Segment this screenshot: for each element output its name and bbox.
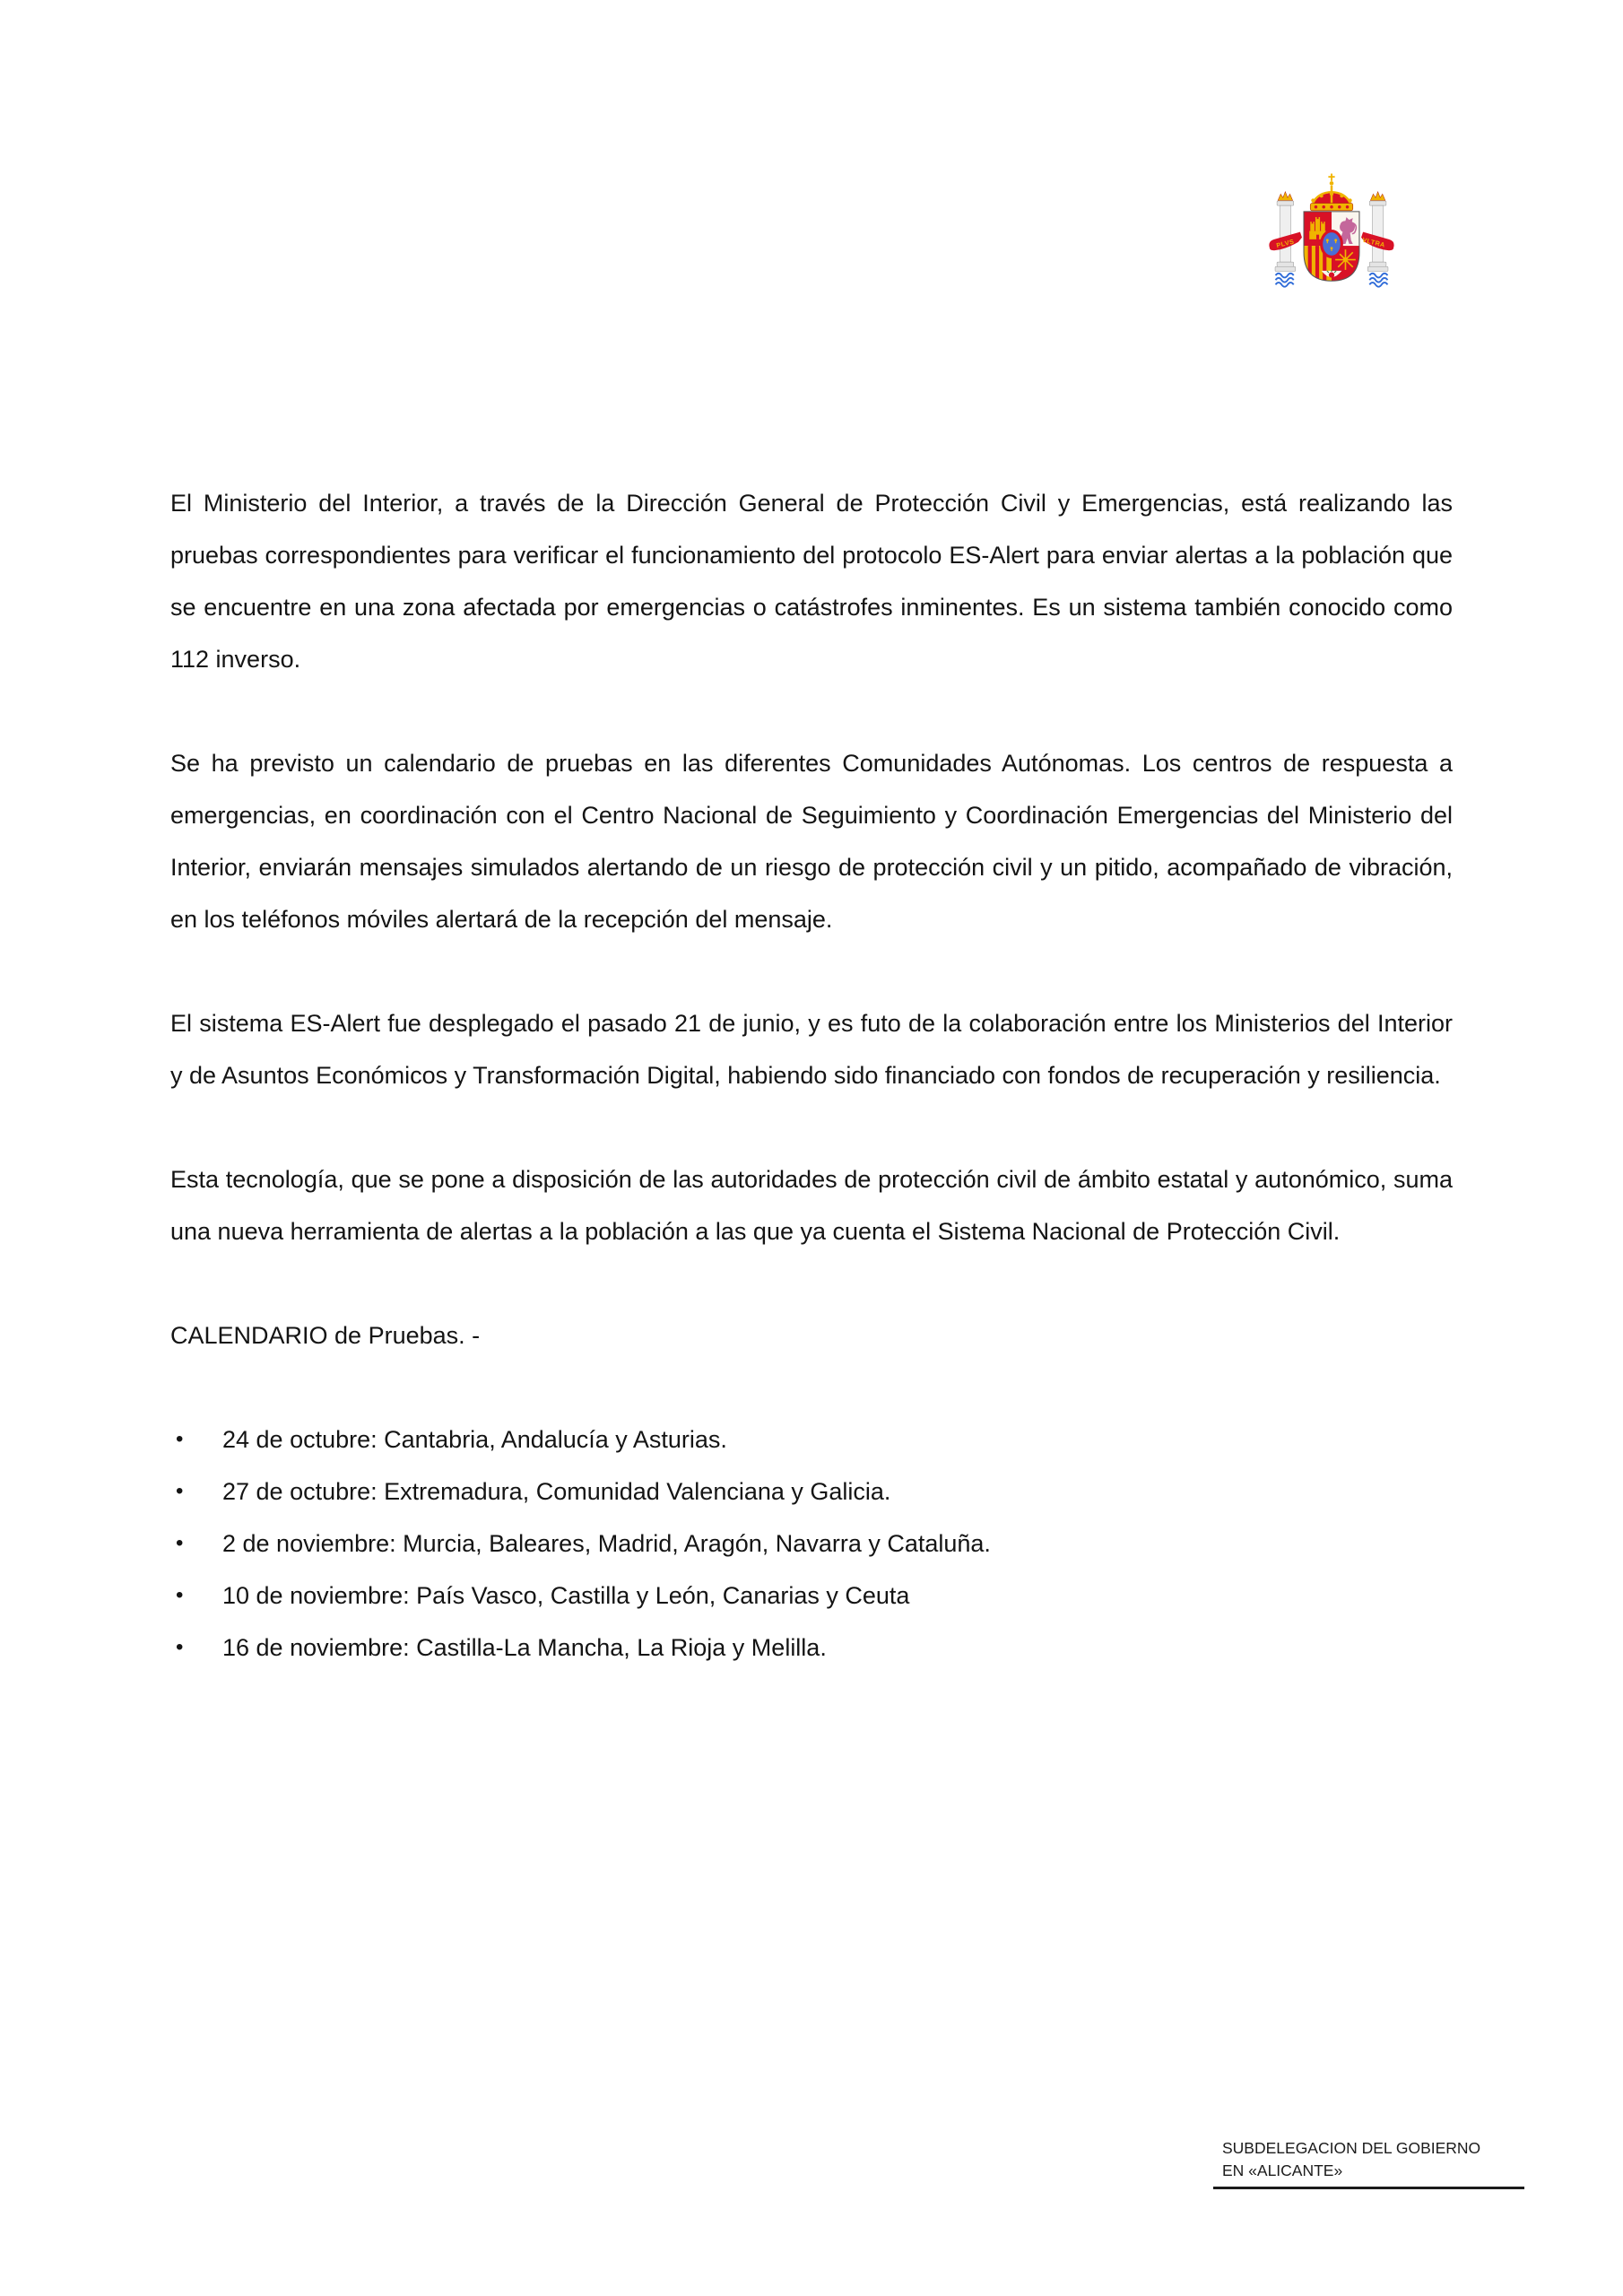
- calendar-item-text: 2 de noviembre: Murcia, Baleares, Madrid, Aragón, Navarra y Cataluña.: [222, 1530, 991, 1557]
- paragraph-3: El sistema ES-Alert fue desplegado el pasado 21 de junio, y es futo de la colaboración entre los Ministerios del Interior y de Asuntos Económicos y Transformación Digital, habiendo sido financiado con fondos de recuperación y resiliencia.: [170, 1010, 1453, 1089]
- calendar-heading: CALENDARIO de Pruebas. -: [170, 1322, 481, 1349]
- footer-office-line1: SUBDELEGACION DEL GOBIERNO: [1222, 2139, 1481, 2157]
- bullet-icon: •: [176, 1583, 184, 1607]
- paragraph-2: Se ha previsto un calendario de pruebas en las diferentes Comunidades Autónomas. Los centros de respuesta a emergencias, en coordinación con el Centro Nacional de Seguimiento y Coordinación Emergencias del Ministerio del Interior, enviarán mensajes simulados alertando de un riesgo de protección civil y un pitido, acompañado de vibración, en los teléfonos móviles alertará de la recepción del mensaje.: [170, 750, 1453, 933]
- motto-plvs: PLVS: [1275, 237, 1296, 250]
- calendar-list: [170, 1413, 1453, 1674]
- calendar-item: [170, 1413, 1453, 1465]
- royal-crown: [1310, 174, 1352, 211]
- bullet-icon: •: [176, 1427, 184, 1451]
- bullet-icon: •: [176, 1635, 184, 1659]
- bullet-icon: •: [176, 1531, 184, 1555]
- letter-body: [170, 477, 1453, 1674]
- spain-coat-of-arms: [1266, 158, 1397, 301]
- spain-coat-of-arms-icon: [1266, 158, 1397, 301]
- calendar-item: [170, 1570, 1453, 1622]
- footer-office-block: [1213, 2137, 1524, 2189]
- calendar-item: [170, 1622, 1453, 1674]
- bourbon-oval: [1322, 231, 1342, 257]
- calendar-item-text: 10 de noviembre: País Vasco, Castilla y León, Canarias y Ceuta: [222, 1582, 910, 1609]
- calendar-item-text: 24 de octubre: Cantabria, Andalucía y Asturias.: [222, 1426, 727, 1453]
- paragraph-4: Esta tecnología, que se pone a disposición de las autoridades de protección civil de ámbito estatal y autonómico, suma una nueva herramienta de alertas a la población a las que ya cuenta el Sistema Nacional de Protección Civil.: [170, 1166, 1453, 1245]
- calendar-item-text: 16 de noviembre: Castilla-La Mancha, La Rioja y Melilla.: [222, 1634, 827, 1661]
- calendar-item: [170, 1518, 1453, 1570]
- motto-vltra: VLTRA: [1361, 235, 1386, 249]
- footer-office-line2: EN «ALICANTE»: [1222, 2161, 1343, 2179]
- bullet-icon: •: [176, 1479, 184, 1503]
- calendar-item: [170, 1465, 1453, 1518]
- paragraph-1: El Ministerio del Interior, a través de la Dirección General de Protección Civil y Emergencias, está realizando las pruebas correspondientes para verificar el funcionamiento del protocolo ES-Alert para enviar alertas a la población que se encuentre en una zona afectada por emergencias o catástrofes inminentes. Es un sistema también conocido como 112 inverso.: [170, 490, 1453, 673]
- calendar-item-text: 27 de octubre: Extremadura, Comunidad Valenciana y Galicia.: [222, 1478, 891, 1505]
